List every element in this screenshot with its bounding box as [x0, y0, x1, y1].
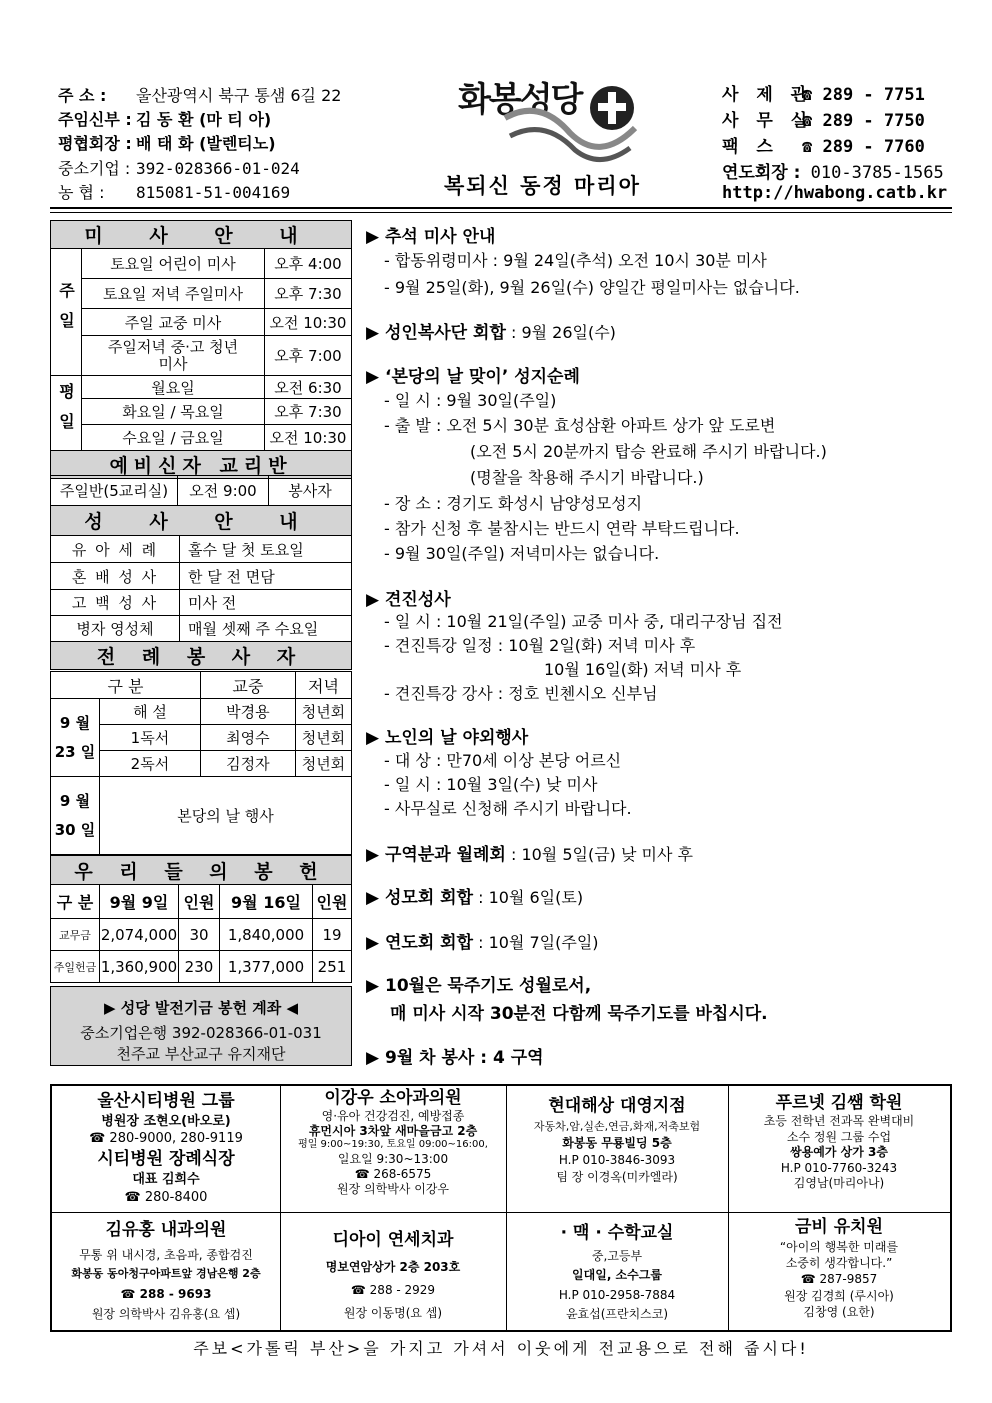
liturgy-table: 구 분 교중 저녁 9 월 23 일 해 설 박경용 청년회 1독서 최영수 청년회 2독서 김정자 청년회 9 월 30 일 본당의 날 행사 — [50, 671, 352, 855]
footer-note: 주보<가톨릭 부산>을 가지고 가셔서 이웃에게 전교용으로 전해 줍시다! — [193, 1339, 809, 1358]
weekday-label: 평일 — [51, 376, 82, 451]
notice-confirmation: ▶ 견진성사 — [366, 590, 451, 610]
fund-box: ▶ 성당 발전기금 봉헌 계좌 ◀ 중소기업은행 392-028366-01-031 천주교 부산교구 유지재단 — [50, 986, 352, 1066]
ad-insurance: 현대해상 대영지점 자동차,암,실손,연금,화재,저축보험 화봉동 무룡빌딩 5층 H.P 010-3846-3093 팀 장 이경옥(미카엘라) — [533, 1096, 701, 1185]
logo-wave-icon — [500, 78, 640, 173]
notice-service-district: ▶ 9월 차 봉사 : 4 구역 — [366, 1048, 544, 1068]
sunday-label: 주일 — [51, 249, 82, 376]
bank2-line: 농 협 : 815081-51-004169 — [58, 183, 291, 202]
catechumen-title: 예비신자 교리반 — [51, 451, 352, 479]
yeondo-phone: 연도회장 : 010-3785-1565 — [722, 163, 944, 183]
mass-table: 미 사 안 내 주일 토요일 어린이 미사 오후 4:00 토요일 저녁 주일미사 오후 7:30 주일 교중 미사 오전 10:30 주일저녁 중·고 청년미사 오후 7:00 평일 월요일 오전 6:30 화요일 / 목요일 오후 7:30 수요일 / 금요일 오전 10:30 예비신자 교리반 — [50, 220, 352, 479]
sacrament-title: 성 사 안 내 — [51, 506, 352, 536]
notice-rosary-month: ▶ 10월은 묵주기도 성월로서, — [366, 976, 592, 996]
notice-yeondo-meeting: ▶ 연도회 회합 : 10월 7일(주일) — [366, 933, 599, 953]
office-phone: 사 무 실☎ 289 - 7750 — [722, 111, 925, 131]
liturgy-title: 전 례 봉 사 자 — [51, 642, 352, 670]
date-sep30: 9 월 30 일 — [51, 777, 100, 855]
date-sep23: 9 월 23 일 — [51, 699, 100, 777]
notice-pilgrimage: ▶ ‘본당의 날 맞이’ 성지순례 — [366, 367, 580, 387]
offering-table: 우 리 들 의 봉 헌 구 분 9월 9일 인원 9월 16일 인원 교무금 2,074,000 30 1,840,000 19 주일헌금 1,360,900 230 1,377,000 251 — [50, 855, 352, 983]
catechumen-table: 주일반(5교리실) 오전 9:00 봉사자 성 사 안 내 — [50, 475, 352, 536]
notice-chuseok: ▶ 추석 미사 안내 — [366, 227, 496, 247]
header-divider — [50, 207, 952, 209]
council-line: 평협회장 : 배 태 화 (발렌티노) — [58, 134, 276, 153]
mass-title: 미 사 안 내 — [51, 221, 352, 249]
parish-subtitle: 복되신 동정 마리아 — [444, 174, 641, 198]
rectory-phone: 사 제 관☎ 289 - 7751 — [722, 85, 925, 105]
ad-city-hospital: 울산시티병원 그룹 병원장 조현오(바오로) ☎ 280-9000, 280-9119 시티병원 장례식장 대표 김희수 ☎ 280-8400 — [89, 1091, 243, 1205]
ad-pediatrics: 이강우 소아과의원 영·유아 건강검진, 예방접종 휴먼시아 3차앞 새마을금고 2층 평일 9:00~19:30, 토요일 09:00~16:00, 일요일 9:30~13:00 ☎ 268-6575 원장 의학박사 이강우 — [298, 1088, 488, 1196]
bank1-line: 중소기업 : 392-028366-01-024 — [58, 159, 300, 178]
pastor-line: 주임신부 : 김 동 환 (마 티 아) — [58, 110, 272, 129]
ad-academy: 푸르넷 김쌤 학원 초등 전학년 전과목 완벽대비 소수 정원 그룹 수업 쌍용예가 상가 3층 H.P 010-7760-3243 김영남(마리아나) — [763, 1093, 915, 1191]
notice-altar-servers: ▶ 성인복사단 회합 : 9월 26일(수) — [366, 323, 616, 343]
address-line: 주 소 : 울산광역시 북구 통샘 6길 22 — [58, 86, 342, 105]
ad-dental: 디아이 연세치과 명보연암상가 2층 203호 ☎ 288 - 2929 원장 이동명(요 셉) — [325, 1230, 461, 1320]
church-logo: 화봉성당 — [458, 80, 582, 120]
header-divider-2 — [50, 212, 952, 213]
notice-elderly-day: ▶ 노인의 날 야외행사 — [366, 728, 529, 748]
sacrament-table: 유 아 세 례 홀수 달 첫 토요일 혼 배 성 사 한 달 전 면담 고 백 성 사 미사 전 병자 영성체 매월 셋째 주 수요일 전 례 봉 사 자 — [50, 535, 352, 670]
ad-math-class: · 맥 · 수학교실 중,고등부 일대일, 소수그룹 H.P 010-2958-7884 윤효섭(프란치스코) — [558, 1223, 676, 1321]
homepage-url[interactable]: http://hwabong.catb.kr — [722, 183, 948, 203]
notice-mothers-meeting: ▶ 성모회 회합 : 10월 6일(토) — [366, 888, 584, 908]
offering-title: 우 리 들 의 봉 헌 — [51, 856, 352, 885]
ad-kindergarten: 금비 유치원 “아이의 행복한 미래를 소중히 생각합니다.” ☎ 287-9857 원장 김경희 (루시아) 김창영 (요한) — [779, 1217, 899, 1319]
notice-district-meeting: ▶ 구역분과 월례회 : 10월 5일(금) 낮 미사 후 — [366, 845, 693, 865]
fax-phone: 팩 스 ☎ 289 - 7760 — [722, 137, 925, 157]
ads-grid — [50, 1084, 952, 1332]
ad-internal-medicine: 김유홍 내과의원 무통 위 내시경, 초음파, 종합검진 화봉동 동아청구아파트앞 경남은행 2층 ☎ 288 - 9693 원장 의학박사 김유홍(요 셉) — [71, 1220, 261, 1322]
